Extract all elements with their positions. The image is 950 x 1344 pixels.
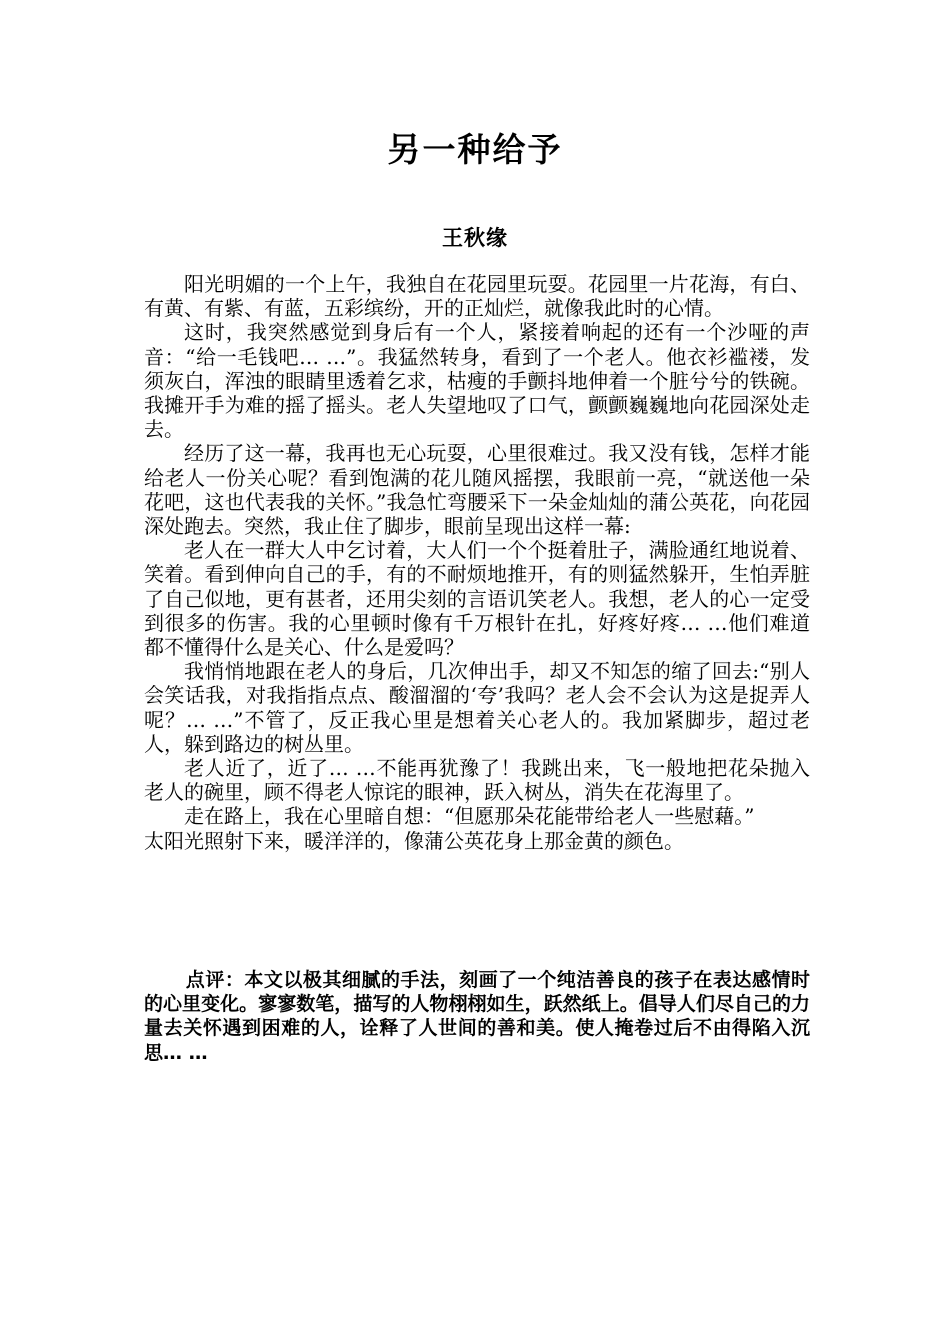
editor-comment: 点评：本文以极其细腻的手法，刻画了一个纯洁善良的孩子在表达感情时的心里变化。寥寥数笔，描写的人物栩栩如生，跃然纸上。倡导人们尽自己的力量去关怀遇到困难的人，诠释了人世间的善和美。使人掩卷过后不由得陷入沉思… … [144, 969, 810, 1064]
body-paragraph: 走在路上，我在心里暗自想：“但愿那朵花能带给老人一些慰藉。” [184, 804, 755, 829]
body-paragraph: 经历了这一幕，我再也无心玩耍，心里很难过。我又没有钱，怎样才能给老人一份关心呢？看到饱满的花儿随风摇摆，我眼前一亮，“就送他一朵花吧，这也代表我的关怀。”我急忙弯腰采下一朵金灿灿的蒲公英花，向花园深处跑去。突然，我止住了脚步，眼前呈现出这样一幕: [144, 441, 810, 539]
document-title: 另一种给予 [387, 130, 563, 169]
closing-line: 太阳光照射下来，暖洋洋的，像蒲公英花身上那金黄的颜色。 [144, 828, 684, 853]
body-paragraph: 老人近了，近了… …不能再犹豫了！我跳出来，飞一般地把花朵抛入老人的碗里，顾不得老人惊诧的眼神，跃入树丛，消失在花海里了。 [144, 756, 810, 805]
body-paragraph: 这时，我突然感觉到身后有一个人，紧接着响起的还有一个沙哑的声音：“给一毛钱吧… …”。我猛然转身，看到了一个老人。他衣衫褴褛，发须灰白，浑浊的眼睛里透着乞求，枯瘦的手颤抖地伸着一个脏兮兮的铁碗。我摊开手为难的摇了摇头。老人失望地叹了口气，颤颤巍巍地向花园深处走去。 [144, 320, 810, 442]
document-body [144, 272, 810, 853]
document-author: 王秋缘 [442, 226, 508, 250]
body-paragraph: 我悄悄地跟在老人的身后，几次伸出手，却又不知怎的缩了回去:“别人会笑话我，对我指指点点、酸溜溜的‘夸’我吗？老人会不会认为这是捉弄人呢？… …”不管了，反正我心里是想着关心老人的。我加紧脚步，超过老人，躲到路边的树丛里。 [144, 659, 810, 756]
body-paragraph: 老人在一群大人中乞讨着，大人们一个个挺着肚子，满脸通红地说着、笑着。看到伸向自己的手，有的不耐烦地推开，有的则猛然躲开，生怕弄脏了自己似地，更有甚者，还用尖刻的言语讥笑老人。我想，老人的心一定受到很多的伤害。我的心里顿时像有千万根针在扎，好疼好疼… …他们难道都不懂得什么是关心、什么是爱吗？ [144, 538, 810, 660]
body-paragraph: 阳光明媚的一个上午，我独自在花园里玩耍。花园里一片花海，有白、有黄、有紫、有蓝，五彩缤纷，开的正灿烂，就像我此时的心情。 [144, 272, 810, 321]
